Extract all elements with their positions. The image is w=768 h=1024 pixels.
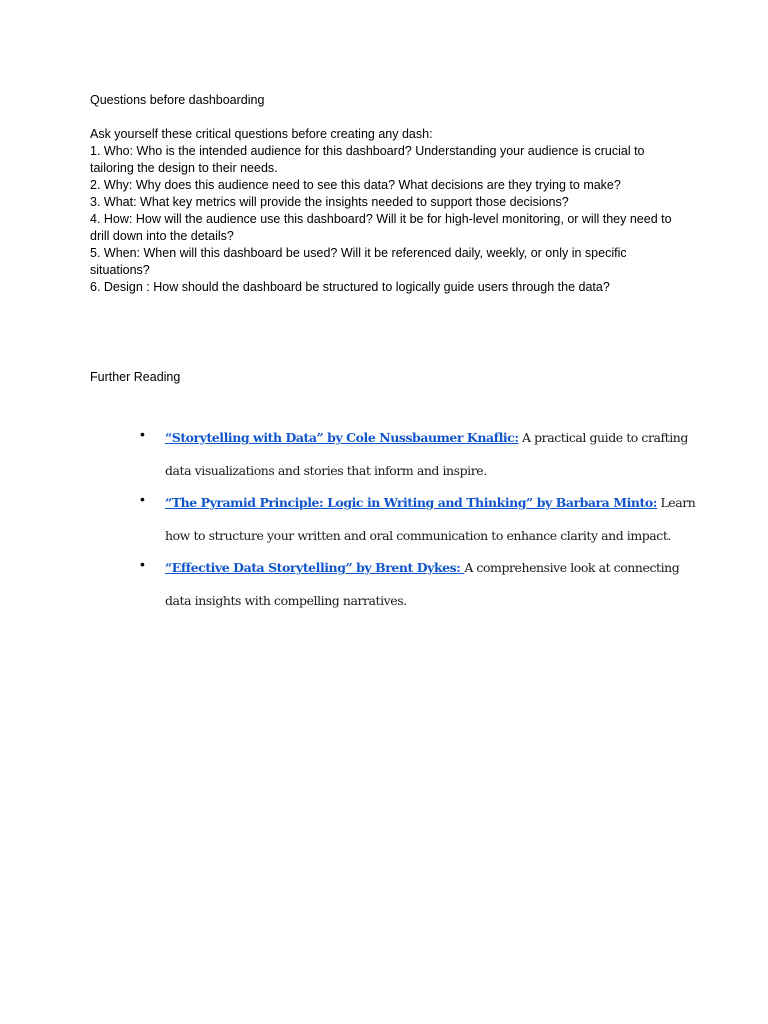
book-link-pyramid-principle[interactable]: “The Pyramid Principle: Logic in Writing and Thinking” by Barbara Minto: [165, 495, 657, 510]
list-item [140, 487, 700, 552]
question-what: 3. What: What key metrics will provide the insights needed to support those decisions? [90, 195, 569, 209]
list-item [140, 422, 700, 487]
bullet-icon: • [140, 491, 145, 507]
question-how: 4. How: How will the audience use this dashboard? Will it be for high-level monitoring, or will they need to [90, 212, 672, 226]
book-link-storytelling-with-data[interactable]: “Storytelling with Data” by Cole Nussbaumer Knaflic: [165, 430, 519, 445]
question-why: 2. Why: Why does this audience need to see this data? What decisions are they trying to make? [90, 178, 621, 192]
questions-intro: Ask yourself these critical questions before creating any dash: [90, 127, 433, 141]
question-who: 1. Who: Who is the intended audience for this dashboard? Understanding your audience is crucial to [90, 144, 645, 158]
question-when-continued: situations? [90, 263, 150, 277]
document-heading: Questions before dashboarding [90, 93, 265, 107]
book-link-effective-data-storytelling[interactable]: “Effective Data Storytelling” by Brent Dykes: [165, 560, 465, 575]
bullet-icon: • [140, 426, 145, 442]
book-description: Learn how to structure your written and oral communication to enhance clarity and impact. [165, 495, 696, 543]
bullet-icon: • [140, 556, 145, 572]
reading-list [140, 422, 700, 617]
list-item [140, 552, 700, 617]
question-how-continued: drill down into the details? [90, 229, 234, 243]
book-description: A comprehensive look at connecting data insights with compelling narratives. [165, 560, 680, 608]
question-when: 5. When: When will this dashboard be used? Will it be referenced daily, weekly, or only in specific [90, 246, 627, 260]
further-reading-heading: Further Reading [90, 370, 181, 384]
question-who-continued: tailoring the design to their needs. [90, 161, 278, 175]
book-description: A practical guide to crafting data visualizations and stories that inform and inspire. [165, 430, 688, 478]
questions-block [90, 126, 690, 296]
question-design: 6. Design : How should the dashboard be structured to logically guide users through the data? [90, 280, 610, 294]
